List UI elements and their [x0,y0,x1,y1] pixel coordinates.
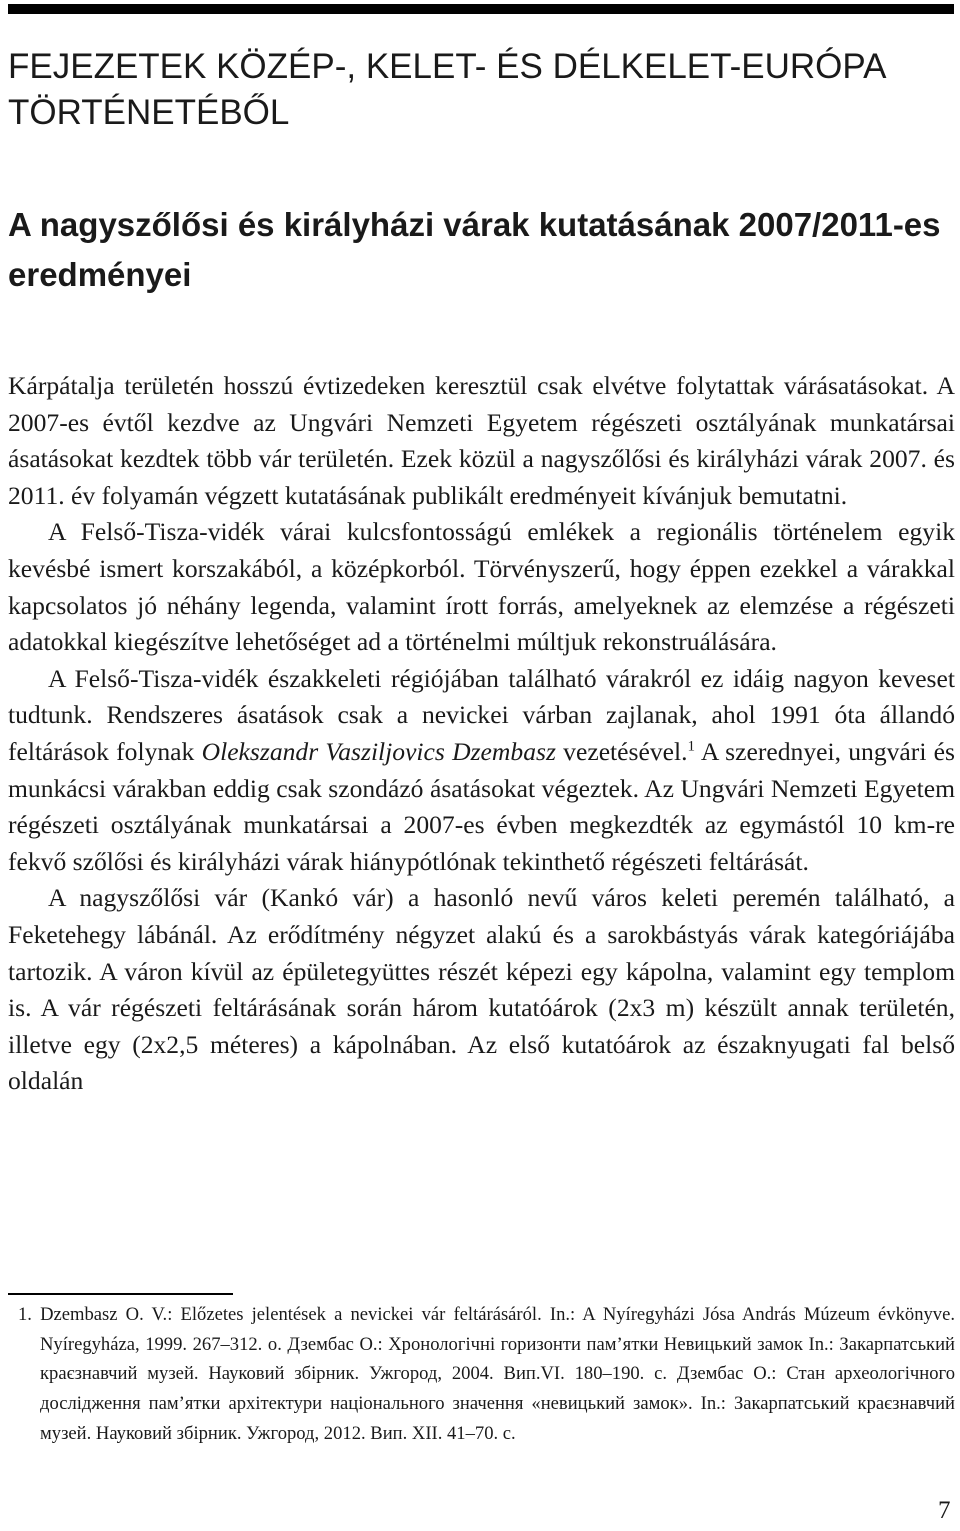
paragraph-1: Kárpátalja területén hosszú évtizedeken keresztül csak elvétve folytattak várásatásokat. A 2007-es évtől kezdve az Ungvári Nemzeti Egyetem régészeti osztályának munkatársai ásatásokat kezdtek több vár területén. Ezek közül a nagyszőlősi és királyházi várak 2007. és 2011. év folyamán végzett kutatásának publikált eredményeit kívánjuk bemutatni. [8,371,955,510]
article-body [8,368,955,1100]
footnote-separator [8,1293,233,1295]
section-title: FEJEZETEK KÖZÉP-, KELET- ÉS DÉLKELET-EURÓPA TÖRTÉNETÉBŐL [8,47,885,132]
paragraph-2: A Felső-Tisza-vidék várai kulcsfontosságú emlékek a regionális történelem egyik kevésbé ismert korszakából, a középkorból. Törvényszerű, hogy éppen ezekkel a várakkal kapcsolatos jó néhány legenda, valamint írott forrás, amelyeknek az elemzése a régészeti adatokkal kiegészítve lehetőséget ad a történelmi múltjuk rekonstruálására. [8,517,955,657]
paragraph-3 [8,661,955,881]
footnote-reference[interactable]: 1 [687,738,696,755]
footnote [8,1300,955,1449]
top-rule [8,4,954,14]
footnote-text: 1. Dzembasz O. V.: Előzetes jelentések a nevickei vár feltárásáról. In.: A Nyíregyházi Jósa András Múzeum évkönyve. Nyíregyháza, 1999. 267–312. o. Дзембас О.: Хронологічні горизонти пам’ятки Невицький замок In.: Закарпатський краєзнавчий музей. Науковий збірник. Ужгород, 2004. Вип.VI. 180–190. с. Дзембас О.: Стан археологічного дослідження пам’ятки архітектури національного значення «невицький замок». In.: Закарпатський краєзнавчий музей. Науковий збірник. Ужгород, 2012. Вип. XII. 41–70. с. [18,1304,955,1444]
author-name: Olekszandr Vasziljovics Dzembasz [201,736,556,766]
paragraph-3-text-mid: vezetésével. [555,736,688,766]
paragraph-3-text-start: A Felső-Tisza-vidék északkeleti régiójában található várakról ez idáig nagyon keveset tudtunk. Rendszeres ásatások csak a nevickei várban zajlanak, ahol 1991 óta állandó feltárások folynak [8,663,955,766]
paragraph-3-text-end: A szerednyei, ungvári és munkácsi várakban eddig csak szondázó ásatásokat végeztek. Az Ungvári Nemzeti Egyetem régészeti osztályának munkatársai a 2007-es évben megkezdték az egymástól 10 km-re fekvő szőlősi és királyházi várak hiánypótlónak tekinthető régészeti feltárását. [8,736,955,876]
page-number: 7 [938,1497,951,1524]
paragraph-4: A nagyszőlősi vár (Kankó vár) a hasonló nevű város keleti peremén található, a Feketehegy lábánál. Az erődítmény négyzet alakú és a sarokbástyás várak kategóriájába tartozik. A váron kívül az épületegyüttes részét képezi egy kápolna, valamint egy templom is. A vár régészeti feltárásának során három kutatóárok (2x3 m) készült annak területén, illetve egy (2x2,5 méteres) a kápolnában. Az első kutatóárok az északnyugati fal belső oldalán [8,883,955,1096]
article-title: A nagyszőlősi és királyházi várak kutatásának 2007/2011-es eredményei [8,206,941,293]
